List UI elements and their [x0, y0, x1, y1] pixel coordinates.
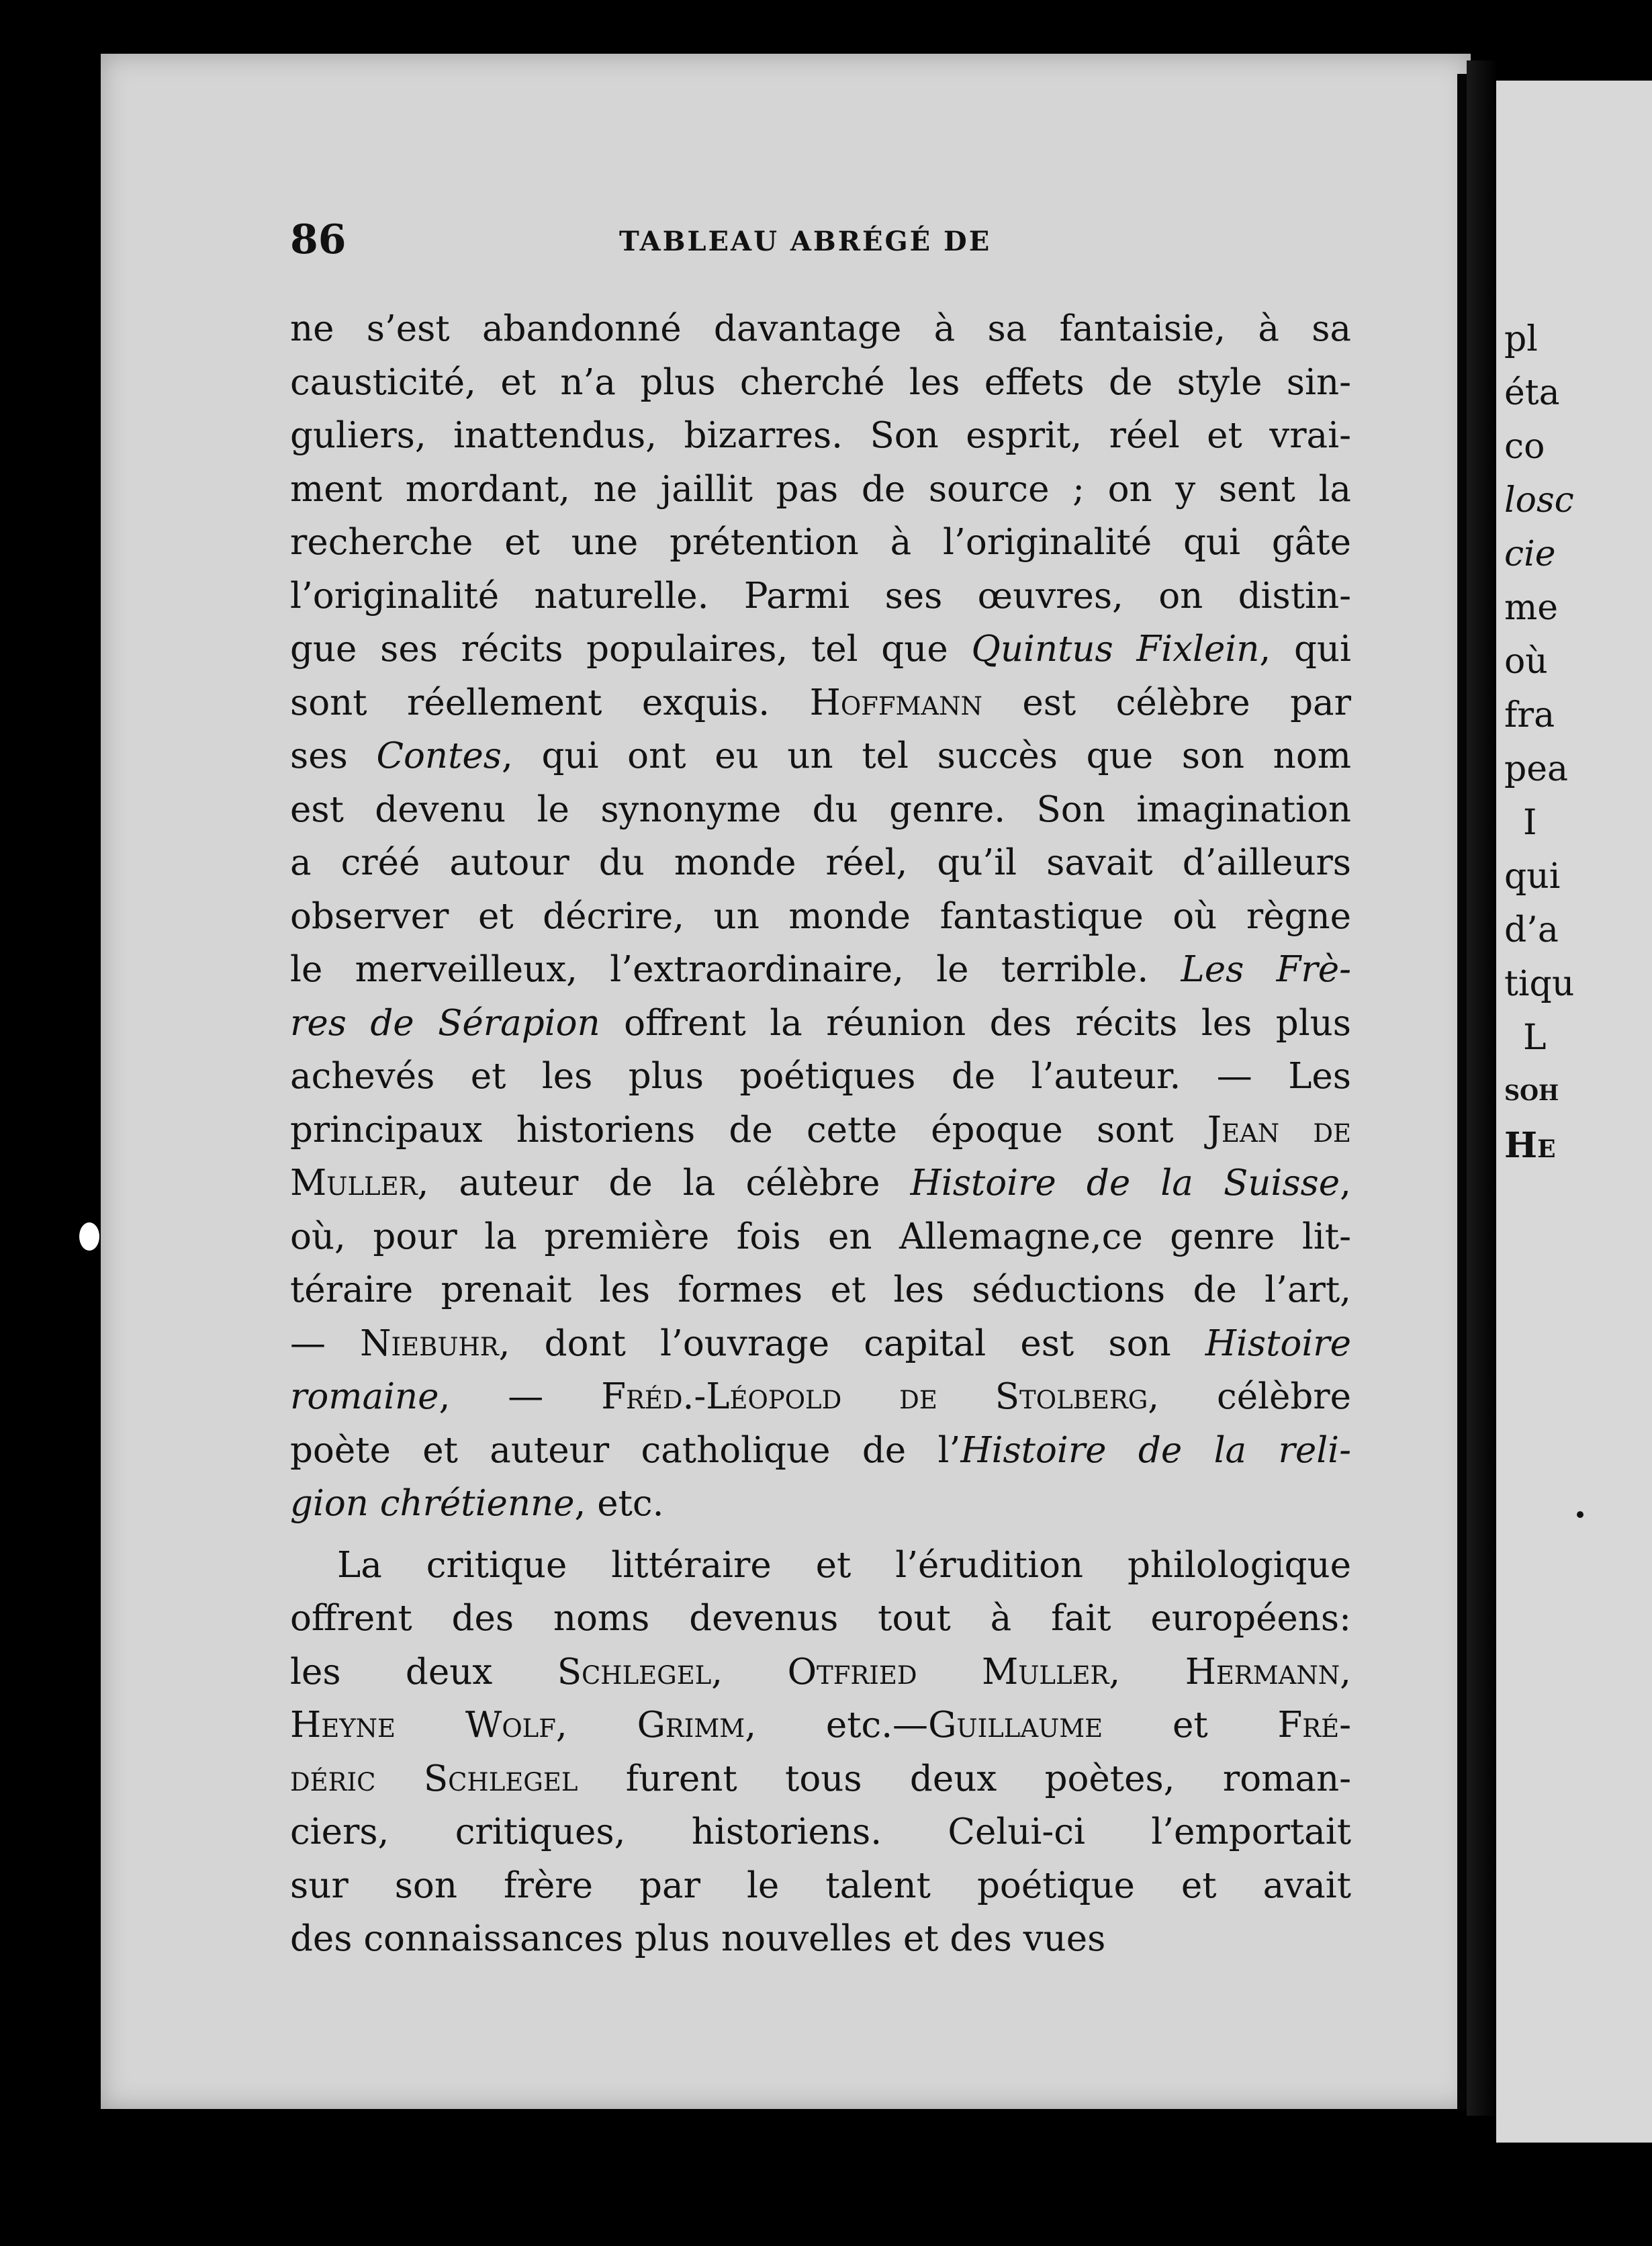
text-run: l’originalité naturelle. Parmi ses œuvres, on distin-	[290, 575, 1351, 617]
text-line	[290, 1539, 1351, 1592]
text-run: principaux historiens de cette époque sont	[290, 1109, 1207, 1151]
text-line	[290, 1104, 1351, 1157]
small-caps-name: Hermann	[1185, 1651, 1340, 1693]
next-page-fragment: L	[1523, 1018, 1547, 1058]
next-page-fragment: tiqu	[1504, 964, 1575, 1004]
small-caps-name: Niebuhr	[360, 1322, 499, 1364]
small-caps-name: Heyne Wolf	[290, 1705, 556, 1746]
text-line	[290, 1912, 1351, 1966]
next-page-fragment: He	[1504, 1125, 1556, 1166]
text-run: ,	[1109, 1651, 1185, 1693]
text-line	[290, 570, 1351, 623]
next-page-fragment: qui	[1504, 856, 1561, 897]
text-run: achevés et les plus poétiques de l’auteur. — Les	[290, 1056, 1351, 1097]
text-run: les deux	[290, 1651, 557, 1693]
text-line	[290, 1263, 1351, 1317]
text-line	[290, 1424, 1351, 1478]
text-run: ,	[1340, 1163, 1351, 1204]
small-caps-name: Muller	[290, 1163, 418, 1204]
next-page-fragment: me	[1504, 588, 1559, 628]
next-page-fragment: où	[1504, 641, 1548, 682]
text-line	[290, 1477, 1351, 1531]
text-run: causticité, et n’a plus cherché les effets de style sin-	[290, 361, 1351, 403]
text-run: ,	[1340, 1651, 1352, 1693]
text-run: est devenu le synonyme du genre. Son imagination	[290, 789, 1351, 830]
scan-speck	[79, 1222, 99, 1251]
text-line	[290, 890, 1351, 944]
text-run: furent tous deux poètes, roman-	[578, 1758, 1352, 1799]
small-caps-name: Otfried Muller	[787, 1651, 1109, 1693]
text-line	[290, 302, 1351, 356]
text-run: le merveilleux, l’extraordinaire, le terrible.	[290, 949, 1181, 990]
text-run: sur son frère par le talent poétique et avait	[290, 1865, 1351, 1906]
next-page-fragment: éta	[1504, 373, 1560, 413]
italic-text: romaine	[290, 1376, 439, 1417]
running-head	[290, 214, 1365, 267]
book-spine-shadow	[1467, 60, 1498, 2116]
small-caps-name: Schlegel	[557, 1651, 712, 1693]
text-run: , etc.—	[745, 1705, 929, 1746]
text-run: ciers, critiques, historiens. Celui-ci l’emportait	[290, 1811, 1351, 1852]
small-caps-name: Fréd.-Léopold de Stolberg	[601, 1376, 1148, 1417]
text-line	[290, 463, 1351, 516]
italic-text: Histoire de la reli-	[960, 1429, 1352, 1471]
text-run: ne s’est abandonné davantage à sa fantaisie, à sa	[290, 308, 1351, 349]
italic-text: Quintus Fixlein	[971, 629, 1260, 670]
small-caps-name: Fré-	[1277, 1705, 1352, 1746]
text-line	[290, 1317, 1351, 1371]
next-page-fragment: I	[1523, 803, 1537, 843]
text-line	[290, 516, 1351, 570]
text-line	[290, 1210, 1351, 1264]
text-run: observer et décrire, un monde fantastique où règne	[290, 895, 1351, 937]
text-line	[290, 1752, 1351, 1806]
next-page-fragment: co	[1504, 426, 1545, 467]
text-run: , etc.	[574, 1483, 664, 1524]
text-line	[290, 1592, 1351, 1646]
italic-text: Contes	[376, 735, 502, 776]
small-caps-name: Jean de	[1207, 1109, 1352, 1151]
text-run: , célèbre	[1148, 1376, 1352, 1417]
text-run: téraire prenait les formes et les séductions de l’art,	[290, 1269, 1351, 1310]
italic-text: Les Frè-	[1181, 949, 1351, 990]
text-line	[290, 1370, 1351, 1424]
page-number: 86	[290, 216, 347, 263]
adjacent-page	[1496, 81, 1652, 2143]
text-run: , qui ont eu un tel succès que son nom	[501, 735, 1351, 776]
text-line	[290, 409, 1351, 463]
text-line	[290, 676, 1351, 730]
text-line	[290, 1646, 1351, 1699]
text-line	[290, 943, 1351, 997]
text-run: guliers, inattendus, bizarres. Son esprit, réel et vrai-	[290, 415, 1351, 456]
text-line	[290, 729, 1351, 783]
italic-text: res de Sérapion	[290, 1002, 600, 1044]
text-line	[290, 997, 1351, 1050]
text-run: , auteur de la célèbre	[417, 1163, 911, 1204]
next-page-fragment: losc	[1504, 480, 1574, 521]
ink-speck	[1577, 1511, 1584, 1518]
text-line	[290, 836, 1351, 890]
text-line	[290, 783, 1351, 837]
text-run: des connaissances plus nouvelles et des vues	[290, 1918, 1106, 1959]
text-run: , qui	[1259, 629, 1351, 670]
next-page-fragment: d’a	[1504, 910, 1559, 950]
text-run: —	[290, 1322, 361, 1364]
text-run: offrent la réunion des récits les plus	[600, 1002, 1352, 1044]
text-line	[290, 1157, 1351, 1210]
italic-text: Histoire de la Suisse	[910, 1163, 1340, 1204]
text-run: , —	[439, 1376, 602, 1417]
text-run: sont réellement exquis.	[290, 682, 810, 723]
text-run: poète et auteur catholique de l’	[290, 1429, 961, 1471]
small-caps-name: Guillaume	[928, 1705, 1103, 1746]
text-run: ses	[290, 735, 377, 776]
italic-text: gion chrétienne	[290, 1483, 575, 1524]
next-page-fragment: cie	[1504, 534, 1556, 574]
text-line	[290, 1050, 1351, 1104]
text-run: , dont l’ouvrage capital est son	[498, 1322, 1205, 1364]
text-line	[290, 356, 1351, 410]
small-caps-name: Hoffmann	[809, 682, 982, 723]
text-run: ment mordant, ne jaillit pas de source ; on y sent la	[290, 468, 1351, 510]
text-run: recherche et une prétention à l’originalité qui gâte	[290, 522, 1351, 563]
text-run: est célèbre par	[982, 682, 1351, 723]
paragraph	[290, 1539, 1351, 1966]
text-line	[290, 1859, 1351, 1913]
small-caps-name: déric Schlegel	[290, 1758, 578, 1799]
text-run: ,	[711, 1651, 788, 1693]
text-run: où, pour la première fois en Allemagne,ce genre lit-	[290, 1216, 1351, 1257]
running-title: TABLEAU ABRÉGÉ DE	[619, 226, 992, 257]
next-page-fragment: pea	[1504, 749, 1569, 789]
text-run: offrent des noms devenus tout à fait européens:	[290, 1598, 1351, 1639]
text-run: ,	[555, 1705, 637, 1746]
text-run: gue ses récits populaires, tel que	[290, 629, 972, 670]
next-page-fragment: soh	[1504, 1071, 1559, 1108]
paragraph	[290, 302, 1351, 1531]
text-run: La critique littéraire et l’érudition philologique	[337, 1544, 1351, 1586]
small-caps-name: Grimm	[637, 1705, 745, 1746]
text-line	[290, 1805, 1351, 1859]
body-text	[290, 302, 1351, 1966]
text-line	[290, 623, 1351, 676]
italic-text: Histoire	[1205, 1322, 1351, 1364]
text-line	[290, 1699, 1351, 1752]
next-page-fragment: fra	[1504, 695, 1555, 735]
text-run: a créé autour du monde réel, qu’il savait d’ailleurs	[290, 842, 1351, 883]
next-page-fragment: pl	[1504, 319, 1538, 359]
text-run: et	[1103, 1705, 1278, 1746]
page-edge-rule	[1457, 74, 1467, 2109]
